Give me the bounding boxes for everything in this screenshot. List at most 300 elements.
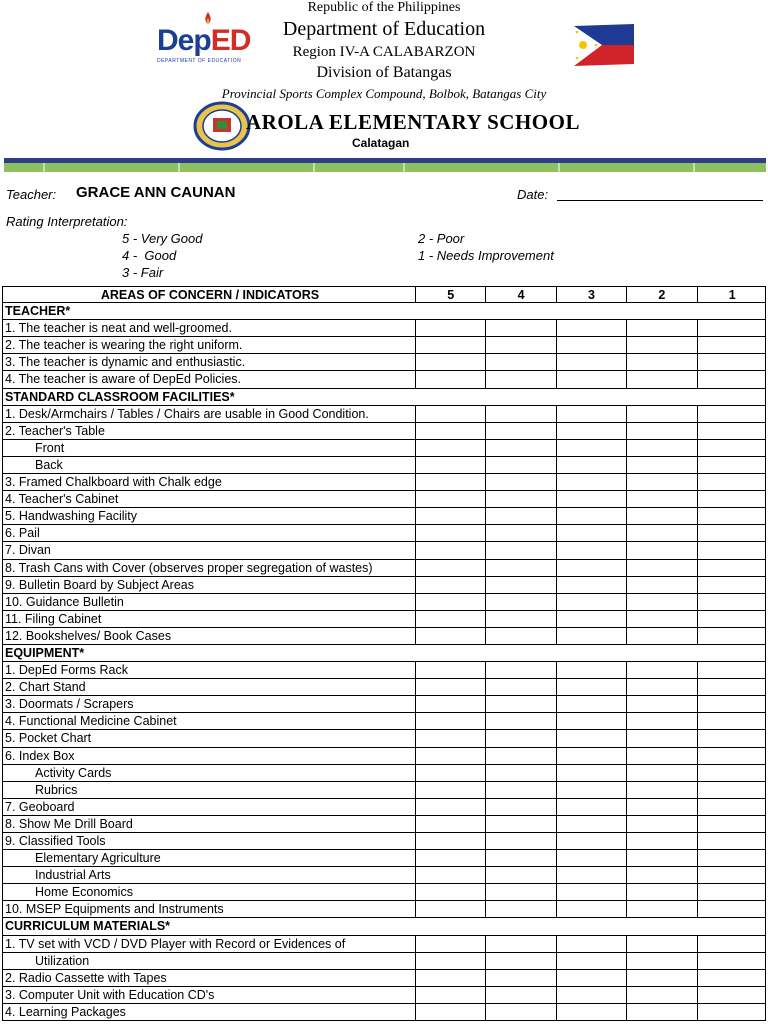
indicator-label: Back: [35, 457, 63, 472]
score-cell[interactable]: [556, 508, 626, 524]
score-cell[interactable]: [626, 371, 696, 387]
score-cell[interactable]: [556, 696, 626, 712]
table-row: [2, 696, 766, 713]
indicator-label: 3. Doormats / Scrapers: [5, 697, 134, 712]
score-cell[interactable]: [626, 525, 696, 541]
score-cell[interactable]: [485, 953, 555, 969]
score-cell[interactable]: [556, 594, 626, 610]
indicator-label: 6. Index Box: [5, 748, 75, 763]
score-cell[interactable]: [415, 611, 485, 627]
score-cell[interactable]: [415, 936, 485, 952]
score-cell[interactable]: [626, 320, 696, 336]
score-cell[interactable]: [626, 440, 696, 456]
indicator-label: Elementary Agriculture: [35, 851, 161, 866]
score-cell: [415, 918, 485, 934]
score-cell[interactable]: [556, 901, 626, 917]
score-cell[interactable]: [556, 474, 626, 490]
score-cell[interactable]: [697, 577, 767, 593]
school-seal-icon: [193, 101, 251, 151]
score-cell[interactable]: [485, 799, 555, 815]
indicator-label: 4. Teacher's Cabinet: [5, 492, 119, 507]
indicator-label: 8. Show Me Drill Board: [5, 816, 133, 831]
table-body: [2, 303, 766, 1021]
score-cell[interactable]: [626, 696, 696, 712]
indicator-label: 2. Chart Stand: [5, 680, 86, 695]
score-cell[interactable]: [626, 953, 696, 969]
score-cell[interactable]: [485, 713, 555, 729]
score-cell[interactable]: [415, 696, 485, 712]
score-cell[interactable]: [556, 423, 626, 439]
score-cell[interactable]: [626, 611, 696, 627]
table-row: [2, 782, 766, 799]
score-cell[interactable]: [556, 713, 626, 729]
score-cell[interactable]: [626, 560, 696, 576]
score-cell[interactable]: [485, 867, 555, 883]
score-cell[interactable]: [556, 628, 626, 644]
score-cell[interactable]: [626, 816, 696, 832]
score-cell[interactable]: [415, 713, 485, 729]
rating-item: 1 - Needs Improvement: [418, 248, 554, 263]
score-cell[interactable]: [697, 730, 767, 746]
table-row: [2, 884, 766, 901]
score-cell[interactable]: [697, 987, 767, 1003]
score-cell[interactable]: [556, 577, 626, 593]
score-cell[interactable]: [697, 354, 767, 370]
score-cell[interactable]: [626, 542, 696, 558]
score-cell[interactable]: [697, 560, 767, 576]
score-cell[interactable]: [697, 696, 767, 712]
score-cell[interactable]: [556, 406, 626, 422]
score-cell[interactable]: [485, 440, 555, 456]
score-cell[interactable]: [556, 679, 626, 695]
score-cell[interactable]: [415, 525, 485, 541]
score-cell[interactable]: [626, 987, 696, 1003]
score-cell[interactable]: [415, 371, 485, 387]
score-cell[interactable]: [485, 696, 555, 712]
score-cell[interactable]: [485, 816, 555, 832]
indicator-label: 5. Handwashing Facility: [5, 509, 138, 524]
indicator-label: Front: [35, 440, 65, 455]
score-cell[interactable]: [697, 440, 767, 456]
score-cell[interactable]: [415, 594, 485, 610]
score-cell[interactable]: [697, 628, 767, 644]
table-row: [2, 936, 766, 953]
rating-item: 5 - Very Good: [122, 231, 203, 246]
score-cell[interactable]: [556, 987, 626, 1003]
score-cell[interactable]: [485, 560, 555, 576]
category-label: CURRICULUM MATERIALS*: [5, 919, 171, 934]
logo-subtitle: DEPARTMENT OF EDUCATION: [157, 58, 242, 64]
teacher-name: GRACE ANN CAUNAN: [76, 184, 236, 201]
republic-line: Republic of the Philippines: [307, 0, 461, 15]
score-cell[interactable]: [556, 833, 626, 849]
score-cell[interactable]: [697, 406, 767, 422]
rating-item: 2 - Poor: [418, 231, 465, 246]
score-cell[interactable]: [485, 423, 555, 439]
category-row: [2, 303, 766, 320]
score-cell[interactable]: [485, 474, 555, 490]
score-cell[interactable]: [556, 354, 626, 370]
score-cell[interactable]: [697, 662, 767, 678]
score-cell[interactable]: [626, 730, 696, 746]
score-column-header: 1: [697, 287, 767, 302]
score-cell: [556, 645, 626, 661]
score-cell[interactable]: [485, 320, 555, 336]
score-cell[interactable]: [556, 542, 626, 558]
table-row: [2, 679, 766, 696]
score-cell[interactable]: [415, 560, 485, 576]
score-cell[interactable]: [415, 765, 485, 781]
score-cell[interactable]: [626, 508, 696, 524]
score-cell[interactable]: [485, 901, 555, 917]
score-cell[interactable]: [556, 525, 626, 541]
rating-item: 3 - Fair: [122, 265, 164, 280]
indicator-label: 2. The teacher is wearing the right uniform.: [5, 338, 243, 353]
philippine-flag-icon: [572, 22, 636, 66]
score-cell[interactable]: [697, 457, 767, 473]
table-row: [2, 474, 766, 491]
score-cell[interactable]: [556, 662, 626, 678]
category-row: [2, 918, 766, 935]
table-row: [2, 748, 766, 765]
indicator-label: 1. Desk/Armchairs / Tables / Chairs are usable in Good Condition.: [5, 406, 369, 421]
score-cell[interactable]: [626, 884, 696, 900]
score-cell[interactable]: [556, 1004, 626, 1020]
score-cell[interactable]: [556, 440, 626, 456]
table-row: [2, 867, 766, 884]
table-row: [2, 713, 766, 730]
score-cell[interactable]: [415, 508, 485, 524]
indicator-label: 9. Bulletin Board by Subject Areas: [5, 577, 195, 592]
score-cell[interactable]: [556, 491, 626, 507]
table-row: [2, 491, 766, 508]
score-cell[interactable]: [415, 970, 485, 986]
table-row: [2, 457, 766, 474]
score-cell: [485, 389, 555, 405]
score-cell[interactable]: [697, 799, 767, 815]
score-cell[interactable]: [415, 901, 485, 917]
score-cell[interactable]: [626, 577, 696, 593]
indicator-label: 4. Learning Packages: [5, 1004, 126, 1019]
score-cell: [556, 389, 626, 405]
table-row: [2, 371, 766, 388]
score-cell[interactable]: [626, 423, 696, 439]
score-cell[interactable]: [485, 542, 555, 558]
score-cell[interactable]: [556, 799, 626, 815]
indicator-label: 3. Computer Unit with Education CD's: [5, 987, 215, 1002]
score-cell[interactable]: [415, 748, 485, 764]
score-cell[interactable]: [626, 662, 696, 678]
department-title: Department of Education: [282, 18, 486, 40]
score-cell[interactable]: [697, 594, 767, 610]
score-cell[interactable]: [626, 901, 696, 917]
score-cell[interactable]: [697, 542, 767, 558]
score-cell[interactable]: [556, 320, 626, 336]
indicator-label: 10. Guidance Bulletin: [5, 594, 124, 609]
score-cell[interactable]: [626, 765, 696, 781]
score-cell[interactable]: [697, 679, 767, 695]
category-label: STANDARD CLASSROOM FACILITIES*: [5, 389, 235, 404]
score-cell[interactable]: [415, 799, 485, 815]
table-row: [2, 833, 766, 850]
score-cell[interactable]: [415, 542, 485, 558]
score-cell[interactable]: [697, 867, 767, 883]
score-cell[interactable]: [626, 337, 696, 353]
score-cell[interactable]: [697, 833, 767, 849]
score-cell[interactable]: [556, 850, 626, 866]
school-town: Calatagan: [352, 136, 410, 150]
score-cell[interactable]: [485, 525, 555, 541]
score-cell[interactable]: [485, 594, 555, 610]
score-cell[interactable]: [697, 936, 767, 952]
score-cell[interactable]: [556, 782, 626, 798]
score-cell[interactable]: [697, 748, 767, 764]
category-row: [2, 389, 766, 406]
score-cell[interactable]: [626, 406, 696, 422]
score-cell[interactable]: [415, 474, 485, 490]
score-cell[interactable]: [415, 491, 485, 507]
score-cell[interactable]: [697, 337, 767, 353]
score-cell[interactable]: [626, 354, 696, 370]
score-cell[interactable]: [626, 867, 696, 883]
score-cell[interactable]: [626, 748, 696, 764]
score-cell[interactable]: [697, 970, 767, 986]
score-cell[interactable]: [485, 936, 555, 952]
score-cell[interactable]: [626, 594, 696, 610]
score-cell[interactable]: [415, 782, 485, 798]
score-cell: [626, 303, 696, 319]
score-cell[interactable]: [697, 525, 767, 541]
score-cell[interactable]: [415, 953, 485, 969]
score-cell[interactable]: [556, 457, 626, 473]
score-cell[interactable]: [485, 662, 555, 678]
score-cell[interactable]: [556, 560, 626, 576]
score-cell: [626, 918, 696, 934]
score-cell[interactable]: [697, 816, 767, 832]
score-cell[interactable]: [626, 782, 696, 798]
score-cell[interactable]: [556, 953, 626, 969]
score-cell[interactable]: [485, 782, 555, 798]
score-column-header: 5: [415, 287, 485, 302]
category-label: TEACHER*: [5, 304, 71, 319]
areas-column-header: AREAS OF CONCERN / INDICATORS: [100, 288, 320, 302]
score-cell[interactable]: [485, 611, 555, 627]
score-cell[interactable]: [485, 371, 555, 387]
indicator-label: 1. TV set with VCD / DVD Player with Record or Evidences of: [5, 936, 346, 951]
score-cell: [626, 645, 696, 661]
score-cell: [556, 303, 626, 319]
date-field[interactable]: [557, 200, 763, 201]
score-cell[interactable]: [626, 457, 696, 473]
score-cell[interactable]: [626, 1004, 696, 1020]
score-cell[interactable]: [626, 713, 696, 729]
score-cell[interactable]: [415, 816, 485, 832]
score-cell[interactable]: [626, 833, 696, 849]
score-cell[interactable]: [556, 371, 626, 387]
score-cell[interactable]: [485, 354, 555, 370]
score-cell[interactable]: [626, 679, 696, 695]
score-cell[interactable]: [485, 628, 555, 644]
score-cell[interactable]: [697, 474, 767, 490]
score-cell[interactable]: [485, 406, 555, 422]
evaluation-table: [2, 286, 766, 1021]
score-cell[interactable]: [697, 884, 767, 900]
score-cell[interactable]: [697, 782, 767, 798]
score-cell[interactable]: [485, 1004, 555, 1020]
logo-ed-text: ED: [210, 24, 251, 57]
indicator-label: 6. Pail: [5, 526, 40, 541]
table-row: [2, 799, 766, 816]
score-cell[interactable]: [485, 987, 555, 1003]
table-row: [2, 508, 766, 525]
score-cell[interactable]: [415, 337, 485, 353]
region-line: Region IV-A CALABARZON: [292, 44, 476, 60]
score-cell[interactable]: [415, 577, 485, 593]
score-cell[interactable]: [485, 491, 555, 507]
score-cell[interactable]: [556, 970, 626, 986]
indicator-label: 12. Bookshelves/ Book Cases: [5, 628, 172, 643]
score-cell[interactable]: [697, 491, 767, 507]
score-cell[interactable]: [485, 850, 555, 866]
score-cell[interactable]: [415, 1004, 485, 1020]
indicator-label: 8. Trash Cans with Cover (observes proper segregation of wastes): [5, 560, 373, 575]
score-cell[interactable]: [556, 816, 626, 832]
table-row: [2, 953, 766, 970]
score-cell[interactable]: [415, 867, 485, 883]
score-cell[interactable]: [485, 748, 555, 764]
score-cell[interactable]: [415, 354, 485, 370]
indicator-label: Rubrics: [35, 782, 78, 797]
score-cell[interactable]: [415, 730, 485, 746]
indicator-label: Home Economics: [35, 885, 133, 900]
score-cell[interactable]: [697, 423, 767, 439]
score-cell[interactable]: [697, 765, 767, 781]
table-row: [2, 542, 766, 559]
score-cell[interactable]: [485, 730, 555, 746]
score-cell: [415, 645, 485, 661]
score-cell[interactable]: [415, 320, 485, 336]
division-line: Division of Batangas: [316, 64, 452, 81]
score-cell[interactable]: [697, 371, 767, 387]
score-cell[interactable]: [485, 457, 555, 473]
table-row: [2, 662, 766, 679]
score-cell[interactable]: [485, 833, 555, 849]
score-cell[interactable]: [415, 884, 485, 900]
table-row: [2, 525, 766, 542]
score-cell[interactable]: [485, 679, 555, 695]
score-cell[interactable]: [626, 474, 696, 490]
table-row: [2, 628, 766, 645]
table-row: [2, 594, 766, 611]
score-cell[interactable]: [485, 577, 555, 593]
table-row: [2, 560, 766, 577]
score-cell: [485, 645, 555, 661]
score-cell[interactable]: [556, 611, 626, 627]
indicator-label: 1. The teacher is neat and well-groomed.: [5, 321, 232, 336]
score-cell: [697, 389, 767, 405]
score-cell[interactable]: [556, 936, 626, 952]
score-cell[interactable]: [697, 953, 767, 969]
score-cell[interactable]: [415, 423, 485, 439]
score-cell[interactable]: [626, 491, 696, 507]
score-cell[interactable]: [697, 508, 767, 524]
score-cell[interactable]: [697, 1004, 767, 1020]
indicator-label: 4. Functional Medicine Cabinet: [5, 714, 177, 729]
deped-logo: [155, 12, 255, 68]
indicator-label: 10. MSEP Equipments and Instruments: [5, 902, 224, 917]
score-cell: [415, 389, 485, 405]
score-cell[interactable]: [626, 936, 696, 952]
category-label: EQUIPMENT*: [5, 645, 85, 660]
score-cell: [626, 389, 696, 405]
score-cell[interactable]: [485, 970, 555, 986]
table-row: [2, 406, 766, 423]
score-cell[interactable]: [697, 611, 767, 627]
table-row: [2, 816, 766, 833]
table-row: [2, 987, 766, 1004]
score-cell[interactable]: [626, 799, 696, 815]
score-cell[interactable]: [697, 713, 767, 729]
table-row: [2, 611, 766, 628]
indicator-label: 2. Teacher's Table: [5, 423, 105, 438]
rating-interpretation-label: Rating Interpretation:: [6, 214, 128, 229]
rating-item: 4 - Good: [122, 248, 177, 263]
score-cell[interactable]: [556, 867, 626, 883]
score-cell[interactable]: [415, 406, 485, 422]
score-cell[interactable]: [415, 679, 485, 695]
score-cell[interactable]: [415, 662, 485, 678]
table-row: [2, 901, 766, 918]
score-cell[interactable]: [485, 337, 555, 353]
score-cell[interactable]: [697, 320, 767, 336]
score-cell: [485, 918, 555, 934]
score-cell[interactable]: [626, 628, 696, 644]
score-cell[interactable]: [415, 440, 485, 456]
indicator-label: Utilization: [35, 953, 90, 968]
score-cell[interactable]: [485, 765, 555, 781]
score-cell[interactable]: [626, 970, 696, 986]
category-row: [2, 645, 766, 662]
score-cell[interactable]: [556, 884, 626, 900]
table-row: [2, 577, 766, 594]
score-cell[interactable]: [415, 457, 485, 473]
table-row: [2, 440, 766, 457]
score-cell[interactable]: [415, 628, 485, 644]
score-cell[interactable]: [415, 987, 485, 1003]
score-cell[interactable]: [556, 765, 626, 781]
score-column-header: 2: [626, 287, 696, 302]
indicator-label: 11. Filing Cabinet: [5, 611, 102, 626]
indicator-label: Industrial Arts: [35, 868, 111, 883]
score-cell[interactable]: [556, 748, 626, 764]
score-cell[interactable]: [697, 850, 767, 866]
date-label: Date:: [517, 187, 549, 202]
score-cell[interactable]: [556, 730, 626, 746]
score-cell[interactable]: [415, 850, 485, 866]
score-cell[interactable]: [485, 508, 555, 524]
score-cell: [415, 303, 485, 319]
score-cell[interactable]: [556, 337, 626, 353]
indicator-label: 7. Divan: [5, 543, 51, 558]
score-cell[interactable]: [697, 901, 767, 917]
indicator-label: 4. The teacher is aware of DepEd Policies.: [5, 372, 242, 387]
logo-dep-text: Dep: [157, 24, 211, 57]
score-cell[interactable]: [415, 833, 485, 849]
score-cell[interactable]: [626, 850, 696, 866]
score-cell[interactable]: [485, 884, 555, 900]
table-row: [2, 320, 766, 337]
table-row: [2, 850, 766, 867]
